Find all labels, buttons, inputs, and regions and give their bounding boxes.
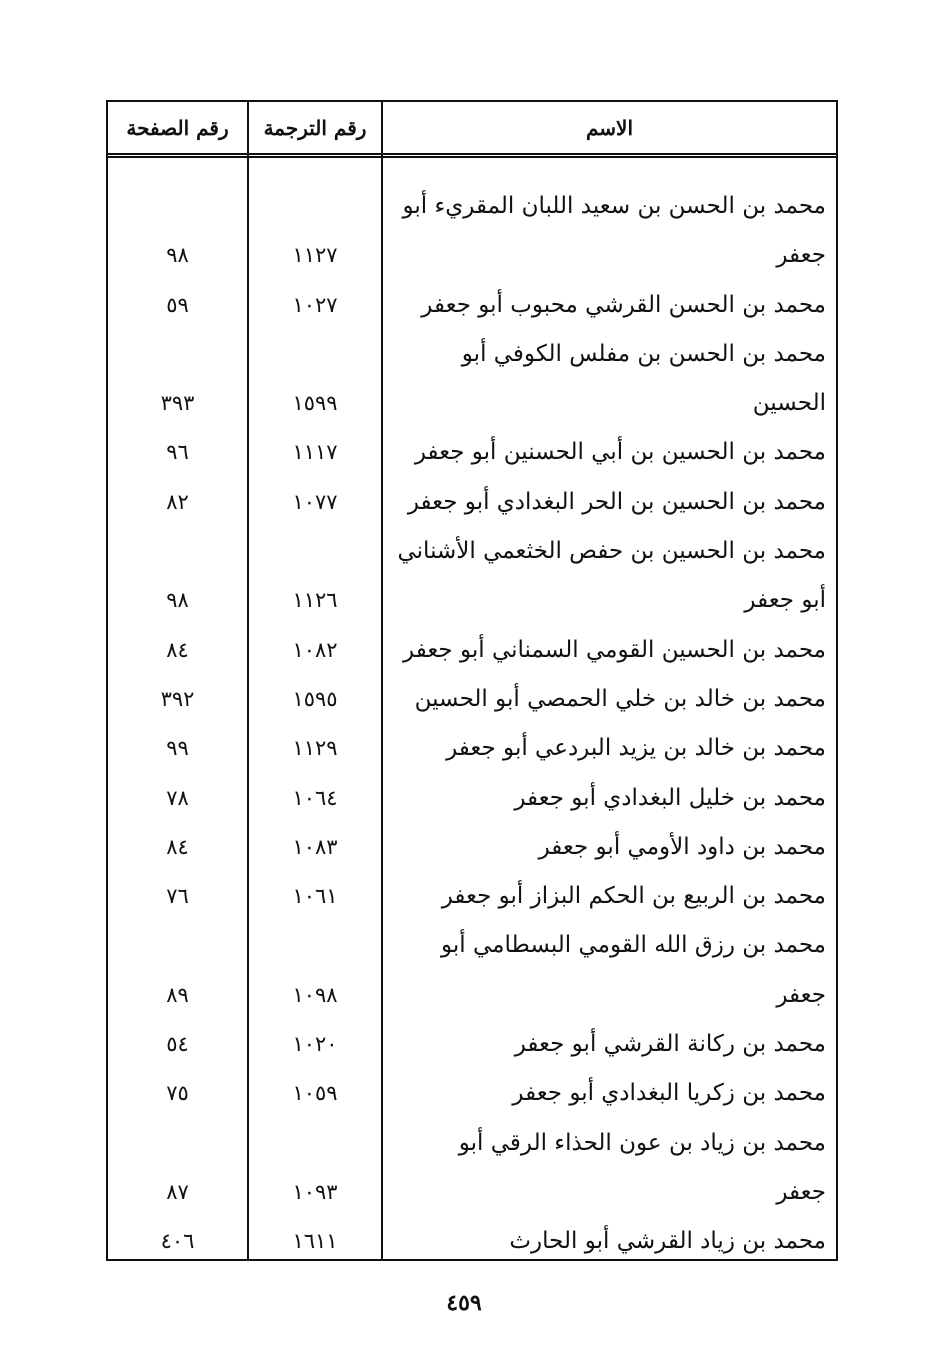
page-reference: ٨٩: [166, 982, 189, 1007]
entry-name: محمد بن زياد القرشي أبو الحارث: [509, 1228, 826, 1255]
table-row: [108, 626, 836, 675]
entry-name: محمد بن الحسين بن أبي الحسنين أبو جعفر: [414, 439, 826, 466]
translation-number: ١٠٦٤: [292, 785, 338, 810]
entry-name: الحسين: [752, 390, 826, 417]
name-line: [108, 527, 836, 576]
header-page-number: رقم الصفحة: [126, 116, 229, 140]
name-line: [108, 182, 836, 231]
page-reference: ٣٩٢: [160, 686, 195, 711]
table-header: [108, 102, 836, 158]
translation-number: ١٠٢٧: [292, 292, 338, 317]
entry-name: محمد بن الحسين القومي السمناني أبو جعفر: [403, 636, 826, 663]
header-translation-number: رقم الترجمة: [263, 116, 367, 140]
page-reference: ٧٨: [166, 785, 189, 810]
table-row: [108, 1217, 836, 1266]
translation-number: ١١٢٩: [292, 736, 338, 761]
table-row: [108, 823, 836, 872]
translation-number: ١٠٥٩: [292, 1081, 338, 1106]
table-row: [108, 675, 836, 724]
name-line: [108, 1119, 836, 1168]
name-line: [108, 921, 836, 970]
table-row: [108, 1020, 836, 1069]
translation-number: ١٠٩٣: [292, 1179, 338, 1204]
translation-number: ١١٢٦: [292, 588, 338, 613]
page-reference: ٨٤: [166, 637, 189, 662]
page-reference: ٨٢: [166, 489, 189, 514]
translation-number: ١٠٢٠: [292, 1032, 338, 1057]
entry-name: جعفر: [776, 981, 826, 1008]
table-row: [108, 478, 836, 527]
index-table: [106, 100, 838, 1261]
translation-number: ١٠٨٢: [292, 637, 338, 662]
page-reference: ٥٤: [166, 1032, 189, 1057]
table-row: [108, 182, 836, 281]
page-reference: ٤٠٦: [160, 1229, 195, 1254]
entry-name: جعفر: [776, 1178, 826, 1205]
translation-number: ١٥٩٥: [292, 686, 338, 711]
table-body: [108, 182, 836, 1267]
entry-name: محمد بن خالد بن يزيد البردعي أبو جعفر: [446, 735, 826, 762]
table-row: [108, 1069, 836, 1118]
page-reference: ٩٦: [166, 440, 189, 465]
translation-number: ١٠٦١: [292, 884, 338, 909]
table-row: [108, 330, 836, 429]
entry-name: محمد بن ركانة القرشي أبو جعفر: [514, 1031, 826, 1058]
entry-name: محمد بن الحسين بن الحر البغدادي أبو جعفر: [407, 488, 826, 515]
page-reference: ٩٨: [166, 243, 189, 268]
entry-name: محمد بن خليل البغدادي أبو جعفر: [514, 784, 826, 811]
table-row: [108, 921, 836, 1020]
table-row: [108, 774, 836, 823]
translation-number: ١٠٩٨: [292, 982, 338, 1007]
translation-number: ١١٢٧: [292, 243, 338, 268]
page-reference: ٨٧: [166, 1179, 189, 1204]
page-reference: ٧٥: [166, 1081, 189, 1106]
entry-name: محمد بن الحسن القرشي محبوب أبو جعفر: [421, 291, 826, 318]
table-row: [108, 281, 836, 330]
table-row: [108, 428, 836, 477]
entry-name: محمد بن الحسن بن سعيد اللبان المقريء أبو: [402, 193, 826, 219]
table-row: [108, 872, 836, 921]
translation-number: ١٦١١: [292, 1229, 338, 1254]
entry-name: محمد بن الحسن بن مفلس الكوفي أبو: [461, 340, 826, 367]
entry-name: محمد بن زياد بن عون الحذاء الرقي أبو: [458, 1129, 826, 1156]
translation-number: ١١١٧: [292, 440, 338, 465]
page-reference: ٣٩٣: [160, 391, 195, 416]
page-number: ٤٥٩: [446, 1290, 482, 1316]
entry-name: محمد بن رزق الله القومي البسطامي أبو: [440, 932, 826, 959]
page-reference: ٨٤: [166, 834, 189, 859]
page-reference: ٥٩: [166, 292, 189, 317]
entry-name: محمد بن خالد بن خلي الحمصي أبو الحسين: [414, 685, 826, 712]
header-name: الاسم: [585, 116, 634, 140]
table-row: [108, 1119, 836, 1218]
entry-name: محمد بن داود الأومي أبو جعفر: [538, 833, 826, 860]
entry-name: محمد بن زكريا البغدادي أبو جعفر: [512, 1080, 826, 1107]
page-reference: ٩٩: [166, 736, 189, 761]
entry-name: جعفر: [776, 242, 826, 269]
page-reference: ٧٦: [166, 884, 189, 909]
translation-number: ١٠٨٣: [292, 834, 338, 859]
translation-number: ١٥٩٩: [292, 391, 338, 416]
name-line: [108, 330, 836, 379]
entry-name: محمد بن الربيع بن الحكم البزاز أبو جعفر: [441, 883, 826, 910]
page-reference: ٩٨: [166, 588, 189, 613]
translation-number: ١٠٧٧: [292, 489, 338, 514]
table-row: [108, 724, 836, 773]
table-row: [108, 527, 836, 626]
entry-name: أبو جعفر: [744, 587, 826, 614]
entry-name: محمد بن الحسين بن حفص الخثعمي الأشناني: [397, 538, 826, 565]
